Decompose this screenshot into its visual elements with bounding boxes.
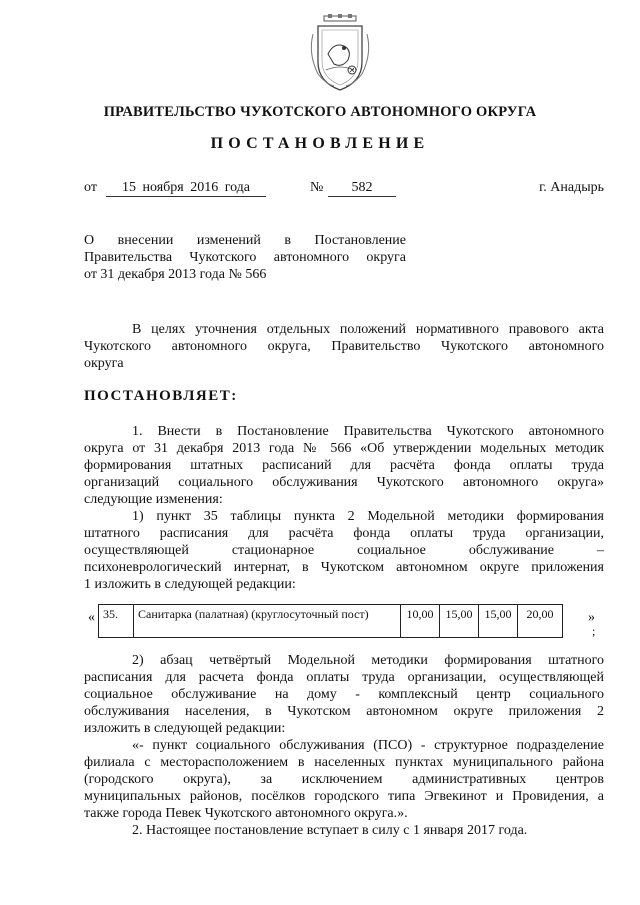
- table-cell-value: 10,00: [401, 605, 440, 638]
- government-title: ПРАВИТЕЛЬСТВО ЧУКОТСКОГО АВТОНОМНОГО ОКРУГА: [103, 104, 537, 120]
- table-cell-position: Санитарка (палатная) (круглосуточный пост): [134, 605, 401, 638]
- preamble-line: округа: [84, 356, 124, 371]
- preamble-line: Чукотского автономного округа, Правительство Чукотского автономного: [84, 339, 604, 354]
- subject-line: Правительства Чукотского автономного округа: [84, 250, 406, 265]
- sub-item-2-line: изложить в следующей редакции:: [84, 721, 286, 736]
- sub-item-1-line: 1 изложить в следующей редакции:: [84, 577, 296, 592]
- sub-item-2-line: обслуживания населения, в Чукотском автономном округе приложения 2: [84, 704, 604, 719]
- item-1-line: формирования штатных расписаний для расчёта фонда оплаты труда: [84, 458, 604, 473]
- decree-date: 15 ноября 2016 года: [106, 180, 266, 197]
- decree-subject: [84, 232, 406, 283]
- coat-of-arms-emblem: [304, 14, 376, 92]
- quoted-text-line: (городского округа), за исключением административных центров: [84, 772, 604, 787]
- table-cell-value: 20,00: [518, 605, 563, 638]
- sub-item-2-line: социальное обслуживание на дому - комплексный центр социального: [84, 687, 604, 702]
- sub-item-1-line: осуществляющей стационарное социальное обслуживание –: [84, 543, 604, 558]
- sub-item-2-line: 2) абзац четвёртый Модельной методики формирования штатного: [132, 653, 604, 668]
- subject-line: О внесении изменений в Постановление: [84, 233, 406, 248]
- preamble-line: В целях уточнения отдельных положений нормативного правового акта: [132, 322, 604, 337]
- table-row: [99, 605, 563, 638]
- item-1-line: организаций социального обслуживания Чукотского автономного округа»: [84, 475, 604, 490]
- table-cell-value: 15,00: [479, 605, 518, 638]
- decree-number: 582: [328, 180, 396, 197]
- staffing-table-row: [84, 604, 604, 638]
- quoted-text-line: муниципальных районов, посёлков городского типа Эгвекинот и Провидения, а: [84, 789, 604, 804]
- table-cell-value: 15,00: [440, 605, 479, 638]
- dateline: [84, 180, 604, 200]
- city: г. Анадырь: [539, 180, 604, 195]
- table-cell-number: 35.: [99, 605, 134, 638]
- table-open-quote: «: [88, 610, 95, 625]
- quoted-text-line: филиала с месторасположением в населенных пунктах муниципального района: [84, 755, 604, 770]
- table-semicolon: ;: [592, 624, 596, 638]
- item-2-line: 2. Настоящее постановление вступает в силу с 1 января 2017 года.: [132, 823, 528, 838]
- staffing-table: [98, 604, 563, 638]
- date-from-label: от: [84, 180, 97, 195]
- sub-item-2-line: расписания для расчета фонда оплаты труда организации, осуществляющей: [84, 670, 604, 685]
- table-close-quote: »: [588, 610, 595, 625]
- subject-line: от 31 декабря 2013 года № 566: [84, 267, 267, 282]
- sub-item-1-line: 1) пункт 35 таблицы пункта 2 Модельной методики формирования: [132, 509, 604, 524]
- resolves-heading: ПОСТАНОВЛЯЕТ:: [84, 388, 238, 404]
- sub-item-1-line: штатного расписания для расчёта фонда оплаты труда организации,: [84, 526, 604, 541]
- item-1-line: округа от 31 декабря 2013 года № 566 «Об утверждении модельных методик: [84, 441, 604, 456]
- preamble-paragraph: [84, 321, 604, 372]
- quoted-text-line: «- пункт социального обслуживания (ПСО) - структурное подразделение: [132, 738, 604, 753]
- item-1-paragraph: [84, 423, 604, 593]
- quoted-text-line: также города Певек Чукотского автономного округа.».: [84, 806, 408, 821]
- number-label: №: [310, 180, 324, 195]
- item-1-line: следующие изменения:: [84, 492, 223, 507]
- sub-item-1-line: психоневрологический интернат, в Чукотском автономном округе приложения: [84, 560, 604, 575]
- item-1-line: 1. Внести в Постановление Правительства Чукотского автономного: [132, 424, 604, 439]
- document-type-heading: ПОСТАНОВЛЕНИЕ: [210, 135, 430, 152]
- sub-item-2-paragraph: [84, 652, 604, 839]
